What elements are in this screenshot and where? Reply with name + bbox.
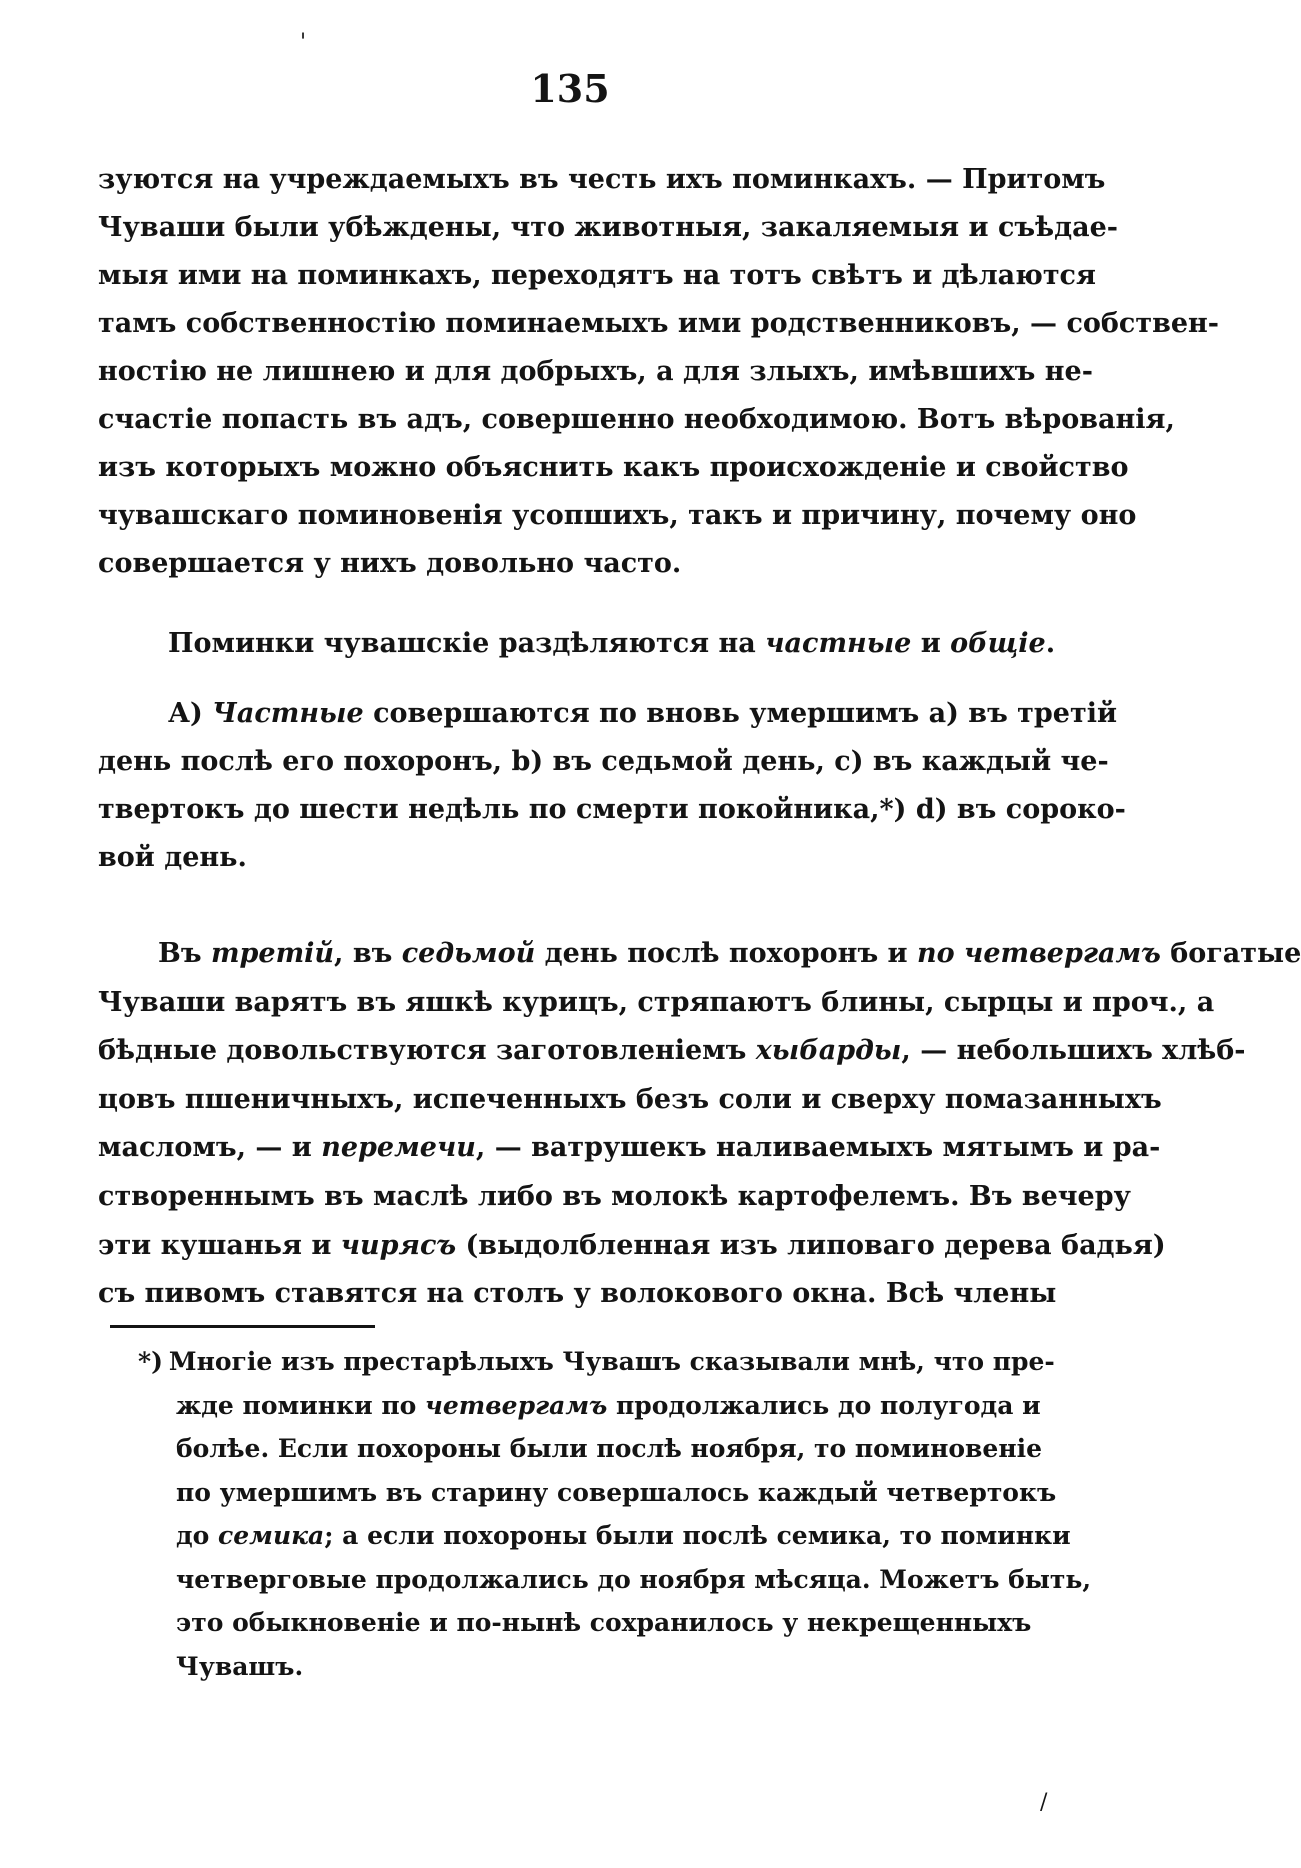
text-line: счастіе попасть въ адъ, совершенно необходимою. Вотъ вѣрованія, [98,404,1175,435]
text-run: жде поминки по [176,1390,426,1420]
text-run: масломъ, — и [98,1132,322,1164]
text-line [98,930,1301,979]
text-line: Чуваши варятъ въ яшкѣ курицъ, стряпаютъ блины, сырцы и проч., а [98,986,1215,1018]
italic-term: чирясъ [340,1229,457,1261]
italic-term: седьмой [401,938,536,969]
paragraph-2 [98,620,1056,668]
text-line [138,1514,1071,1558]
italic-term: семика [218,1521,325,1550]
text-line [138,1384,1041,1428]
italic-term: перемечи [321,1132,476,1164]
text-run: Поминки чувашскіе раздѣляются на [168,628,766,659]
italic-term: третій [210,938,335,969]
text-line: твертокъ до шести недѣль по смерти покойника,*) d) въ сороко- [98,794,1126,825]
footnote-divider [110,1325,375,1328]
text-run: ; а если похороны были послѣ семика, то поминки [324,1521,1071,1550]
ink-speck: / [1040,1790,1048,1815]
text-run: (выдолбленная изъ липоваго дерева бадья) [456,1229,1166,1261]
paragraph-1 [98,156,1219,588]
text-run: , въ [334,938,402,969]
text-run: , — ватрушекъ наливаемыхъ мятымъ и ра- [475,1132,1161,1164]
text-line: день послѣ его похоронъ, b) въ седьмой день, c) въ каждый че- [98,746,1109,777]
text-line: створеннымъ въ маслѣ либо въ молокѣ картофелемъ. Въ вечеру [98,1180,1131,1212]
text-line [168,620,1056,668]
italic-term: по четвергамъ [916,938,1161,969]
text-line [98,1222,1166,1271]
text-line [98,690,1117,738]
text-run: бѣдные довольствуются заготовленіемъ [98,1035,756,1067]
text-line: съ пивомъ ставятся на столъ у волокового окна. Всѣ члены [98,1278,1057,1310]
text-line: цовъ пшеничныхъ, испеченныхъ безъ соли и сверху помазанныхъ [98,1083,1162,1115]
text-run: день послѣ похоронъ и [535,938,917,969]
text-line: Чуваши были убѣждены, что животныя, закаляемыя и съѣдае- [98,212,1118,243]
text-line: мыя ими на поминкахъ, переходятъ на тотъ свѣтъ и дѣлаются [98,260,1096,291]
text-line: по умершимъ въ старину совершалось каждый четвертокъ [176,1477,1057,1507]
italic-term: Частные [212,698,364,729]
italic-term: частные [765,628,912,659]
text-line [98,1124,1161,1173]
text-line: ностію не лишнею и для добрыхъ, а для злыхъ, имѣвшихъ не- [98,356,1093,387]
page-number: 135 [530,66,610,111]
italic-term: общіе [950,628,1046,659]
text-line: изъ которыхъ можно объяснить какъ происхожденіе и свойство [98,452,1129,483]
footnote-marker: *) [138,1347,163,1376]
text-line: совершается у нихъ довольно часто. [98,548,682,579]
text-run: совершаются по вновь умершимъ a) въ третій [363,698,1117,729]
text-line: чувашскаго поминовенія усопшихъ, такъ и причину, почему оно [98,500,1137,531]
text-run: А) [168,698,213,729]
text-run: Въ [158,938,211,969]
text-run: . [1045,628,1056,659]
paragraph-4 [98,930,1301,1319]
text-run: продолжались до полугода и [607,1390,1041,1420]
text-line: болѣе. Если похороны были послѣ ноября, то поминовеніе [176,1434,1043,1463]
text-run: эти кушанья и [98,1229,341,1261]
footnote [138,1340,1092,1688]
text-line: это обыкновеніе и по-нынѣ сохранилось у некрещенныхъ [176,1608,1032,1637]
text-line: четверговые продолжались до ноября мѣсяца. Можетъ быть, [176,1564,1092,1594]
text-line: вой день. [98,842,247,873]
italic-term: хыбарды [755,1035,902,1067]
paragraph-3 [98,690,1126,882]
text-run: богатые [1160,938,1301,969]
text-line: тамъ собственностію поминаемыхъ ими родственниковъ, — собствен- [98,308,1219,339]
text-run: , — небольшихъ хлѣб- [901,1035,1246,1067]
text-line [138,1340,1055,1384]
italic-term: четвергамъ [425,1390,608,1420]
text-line [98,1027,1246,1076]
text-line: зуются на учреждаемыхъ въ честь ихъ поминкахъ. — Притомъ [98,164,1106,195]
text-run: Многіе изъ престарѣлыхъ Чувашъ сказывали мнѣ, что пре- [168,1347,1055,1376]
text-run: до [176,1521,219,1550]
ink-speck: ' [300,30,307,55]
text-run: и [911,628,951,659]
text-line: Чувашъ. [176,1651,304,1681]
